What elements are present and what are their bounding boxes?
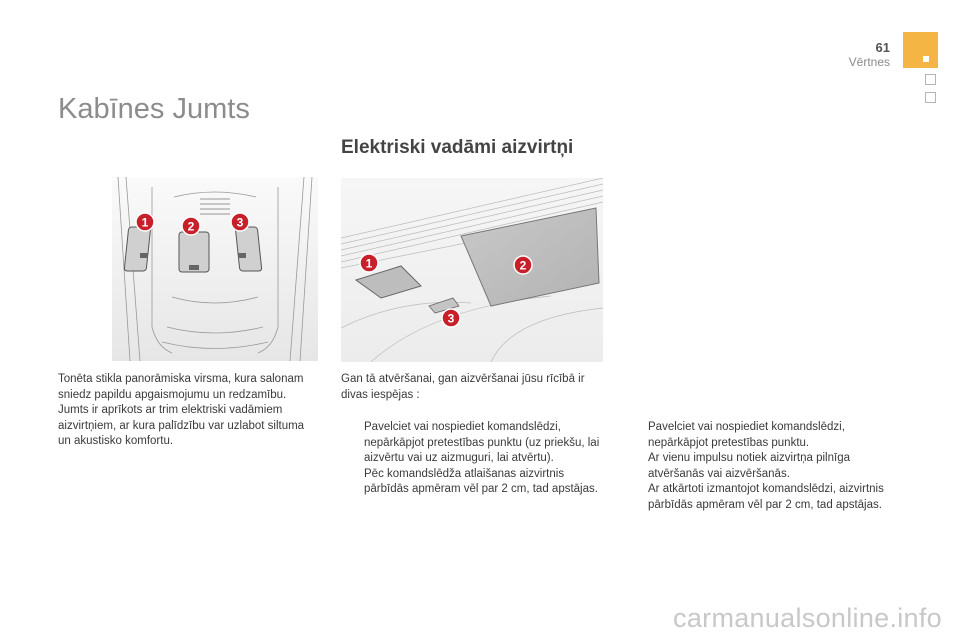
marker-2 [514, 256, 532, 274]
svg-text:1: 1 [365, 256, 373, 271]
svg-text:3: 3 [447, 311, 455, 326]
section-tab[interactable] [925, 92, 936, 103]
page-title: Kabīnes Jumts [58, 93, 250, 125]
section-tab[interactable] [925, 74, 936, 85]
svg-text:3: 3 [236, 215, 244, 230]
bullet-automatic [625, 420, 893, 513]
bullet-automatic-line-1: Pavelciet vai nospiediet komandslēdzi, nepārkāpjot pretestības punktu. [648, 421, 845, 449]
bullet-automatic-line-2: Ar vienu impulsu notiek aizvirtņa pilnīga atvēršanās vai aizvēršanās. [648, 452, 850, 480]
marker-2 [182, 217, 200, 235]
page-number: 61 [875, 40, 890, 55]
bullet-manual-line-1: Pavelciet vai nospiediet komandslēdzi, nepārkāpjot pretestības punktu (uz priekšu, lai aizvērtu vai uz aizmuguri, lai atvērtu). [364, 421, 600, 464]
section-heading: Elektriski vadāmi aizvirtņi [341, 137, 574, 158]
bullet-manual [341, 420, 604, 498]
bullet-automatic-line-3: Ar atkārtoti izmantojot komandslēdzi, aizvirtnis pārbīdās apmēram vēl par 2 cm, tad apstājas. [648, 483, 884, 511]
svg-text:2: 2 [187, 219, 195, 234]
panoramic-roof-illustration [341, 178, 603, 362]
svg-text:2: 2 [519, 258, 527, 273]
intro-text [58, 372, 308, 450]
roof-console-illustration [112, 177, 318, 361]
svg-text:1: 1 [141, 215, 149, 230]
options-intro-text: Gan tā atvēršanai, gan aizvēršanai jūsu rīcībā ir divas iespējas : [341, 373, 585, 401]
marker-3 [442, 309, 460, 327]
marker-1 [136, 213, 154, 231]
bullet-manual-line-2: Pēc komandslēdža atlaišanas aizvirtnis pārbīdās apmēram vēl par 2 cm, tad apstājas. [364, 467, 598, 495]
section-label: Vērtnes [848, 55, 890, 69]
intro-paragraph-1: Tonēta stikla panorāmiska virsma, kura salonam sniedz papildu apgaismojumu un redzamību. [58, 373, 304, 401]
marker-1 [360, 254, 378, 272]
marker-3 [231, 213, 249, 231]
section-tab-active[interactable] [903, 32, 938, 68]
watermark: carmanualsonline.info [673, 603, 942, 633]
intro-paragraph-2: Jumts ir aprīkots ar trim elektriski vadāmiem aizvirtņiem, ar kura palīdzību var uzlabot siltuma un akustisko komfortu. [58, 404, 305, 447]
